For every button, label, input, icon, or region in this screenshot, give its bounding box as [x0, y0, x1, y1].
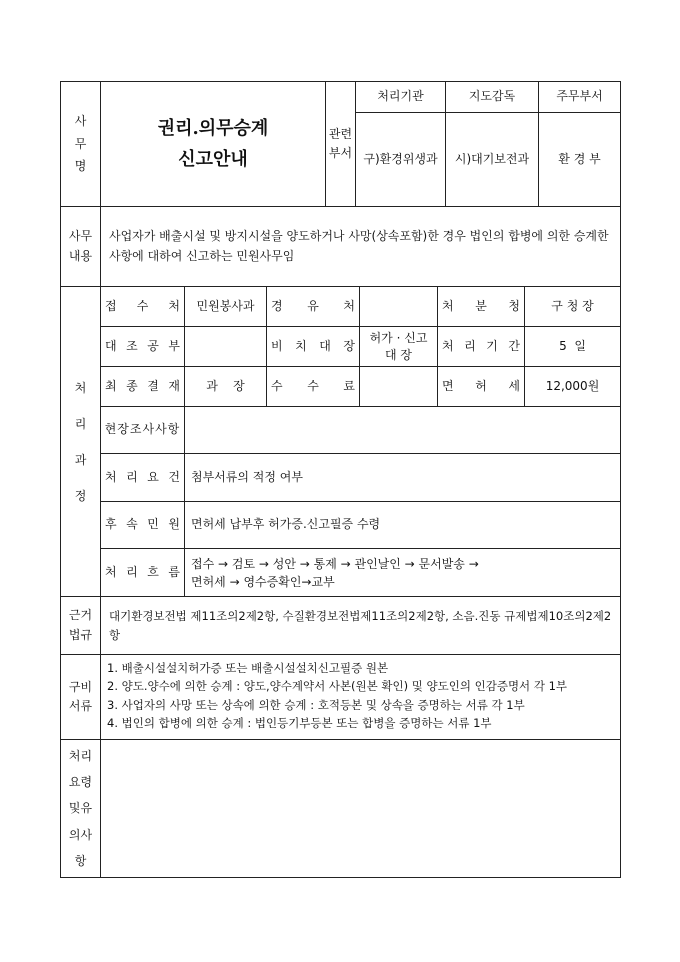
label-text: 구비서류 — [68, 679, 93, 713]
supervision-agency: 시)대기보전과 — [445, 112, 539, 207]
label-text: 사무내용 — [68, 229, 93, 263]
title-line-2: 신고안내 — [178, 149, 248, 170]
label-text: 근거법규 — [68, 608, 93, 642]
page-title — [100, 81, 326, 207]
document-item: 2. 양도.양수에 의한 승계 : 양도,양수계약서 사본(원본 확인) 및 양도인의 인감증명서 각 1부 — [107, 679, 568, 694]
legal-text: 대기환경보전법 제11조의2제2항, 수질환경보전법제11조의2제2항, 소음.진동 규제법제10조의2제2항 — [100, 596, 621, 655]
flow-value — [184, 548, 621, 597]
kept-ledger-label: 비 치 대 장 — [266, 326, 360, 367]
flow-line-1: 접수 → 검토 → 성안 → 통제 → 관인날인 → 문서발송 → — [191, 556, 479, 571]
fee-value — [359, 366, 438, 407]
documents-label — [60, 654, 101, 740]
requirement-value: 첨부서류의 적정 여부 — [184, 453, 621, 502]
description-label — [60, 206, 101, 287]
document-item: 1. 배출시설설치허가증 또는 배출시설설치신고필증 원본 — [107, 661, 389, 675]
processing-agency: 구)환경위생과 — [355, 112, 446, 207]
flow-line-2: 면허세 → 영수증확인→교부 — [191, 574, 335, 589]
site-survey-value — [184, 406, 621, 454]
license-tax-label: 면 허 세 — [437, 366, 525, 407]
disposition-label: 처 분 청 — [437, 286, 525, 327]
period-value: 5 일 — [524, 326, 621, 367]
process-label — [60, 286, 101, 597]
document-item: 4. 법인의 합병에 의한 승계 : 법인등기부등본 또는 합병을 증명하는 서류 1부 — [107, 716, 492, 731]
col-header-processing: 처리기관 — [355, 81, 446, 113]
label-text: 관련부서 — [328, 126, 353, 160]
title-line-1: 권리.의무승계 — [157, 117, 269, 139]
followup-label: 후 속 민 원 — [100, 501, 185, 549]
label-text: 처리과정 — [74, 380, 87, 503]
requirement-label: 처 리 요 건 — [100, 453, 185, 502]
ledger-check-label: 대 조 공 부 — [100, 326, 185, 367]
legal-label — [60, 596, 101, 655]
flow-label: 처 리 흐 름 — [100, 548, 185, 597]
final-approval-value: 과 장 — [184, 366, 267, 407]
followup-value: 면허세 납부후 허가증.신고필증 수령 — [184, 501, 621, 549]
col-header-supervision: 지도감독 — [445, 81, 539, 113]
ledger-check-value — [184, 326, 267, 367]
fee-label: 수 수 료 — [266, 366, 360, 407]
document-item: 3. 사업자의 사망 또는 상속에 의한 승계 : 호적등본 및 상속을 증명하는 서류 각 1부 — [107, 697, 525, 712]
via-label: 경 유 처 — [266, 286, 360, 327]
label-text: 처리요령및유의사항 — [68, 748, 93, 869]
main-dept: 환 경 부 — [538, 112, 621, 207]
final-approval-label: 최 종 결 재 — [100, 366, 185, 407]
description-text: 사업자가 배출시설 및 방지시설을 양도하거나 사망(상속포함)한 경우 법인의 합병에 의한 승계한 사항에 대하여 신고하는 민원사무임 — [100, 206, 621, 287]
via-value — [359, 286, 438, 327]
task-name-label — [60, 81, 101, 207]
license-tax-value: 12,000원 — [524, 366, 621, 407]
period-label: 처 리 기 간 — [437, 326, 525, 367]
notes-value — [100, 739, 621, 878]
reception-value: 민원봉사과 — [184, 286, 267, 327]
kept-ledger-value: 허가 · 신고 대 장 — [359, 326, 438, 367]
disposition-value: 구 청 장 — [524, 286, 621, 327]
dept-label — [325, 81, 356, 207]
notes-label — [60, 739, 101, 878]
label-text: 사무명 — [74, 113, 87, 174]
col-header-main-dept: 주무부서 — [538, 81, 621, 113]
documents-list — [100, 654, 621, 740]
reception-label: 접 수 처 — [100, 286, 185, 327]
site-survey-label: 현장조사사항 — [100, 406, 185, 454]
